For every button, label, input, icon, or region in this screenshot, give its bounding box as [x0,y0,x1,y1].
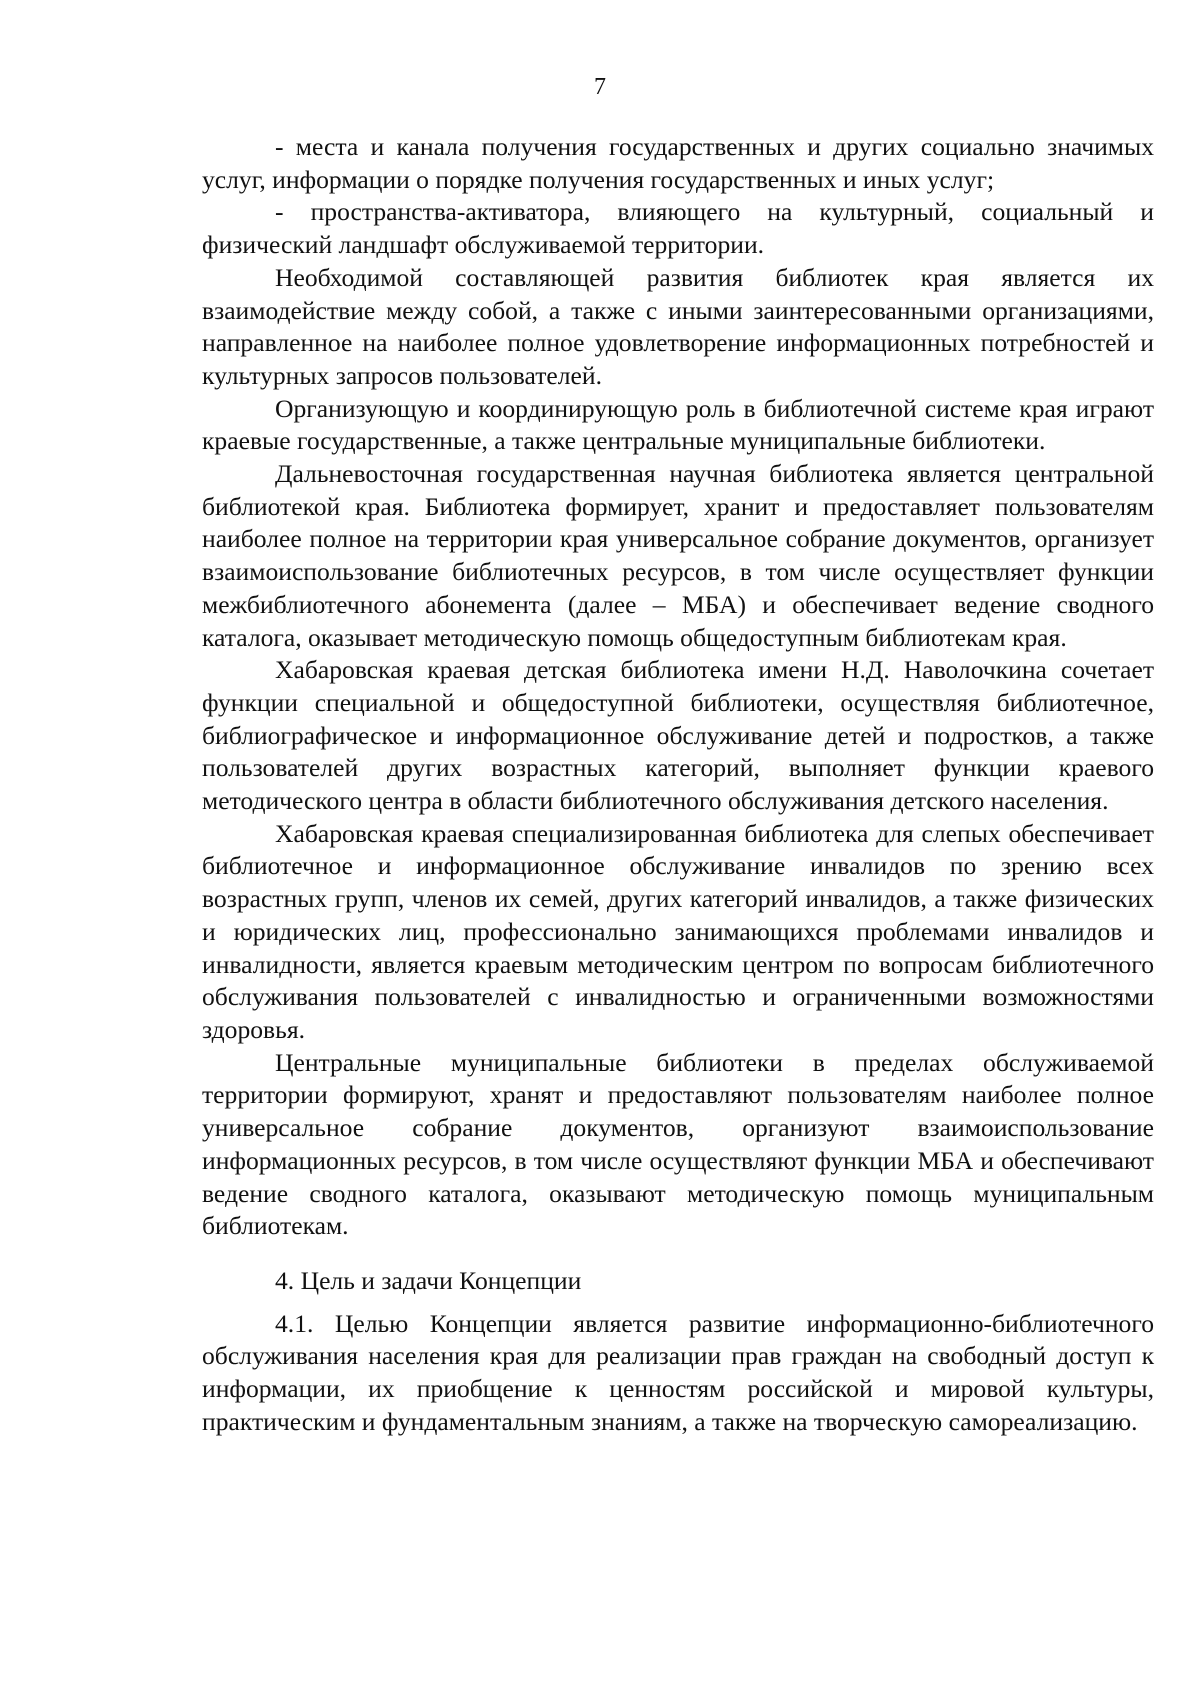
paragraph-library-interaction: Необходимой составляющей развития библиотек края является их взаимодействие между собой, а также с иными заинтересованными организациями, направленное на наиболее полное удовлетворение информационных потребностей и культурных запросов пользователей. [202,262,1154,390]
paragraph-concept-goal: 4.1. Целью Концепции является развитие информационно-библиотечного обслуживания населения края для реализации прав граждан на свободный доступ к информации, их приобщение к ценностям российской и мировой культуры, практическим и фундаментальным знаниям, а также на творческую самореализацию. [202,1308,1154,1436]
paragraph-children-library: Хабаровская краевая детская библиотека имени Н.Д. Наволочкина сочетает функции специальной и общедоступной библиотеки, осуществляя библиотечное, библиографическое и информационное обслуживание детей и подростков, а также пользователей других возрастных категорий, выполняет функции краевого методического центра в области библиотечного обслуживания детского населения. [202,655,1154,816]
page-number: 7 [594,74,606,100]
paragraph-far-eastern-library: Дальневосточная государственная научная библиотека является центральной библиотекой края. Библиотека формирует, хранит и предоставляет пользователям наиболее полное на территории края универсальное собрание документов, организует взаимоиспользование библиотечных ресурсов, в том числе осуществляет функции межбиблиотечного абонемента (далее – МБА) и обеспечивает ведение сводного каталога, оказывает методическую помощь общедоступным библиотекам края. [202,459,1154,652]
document-body [202,131,1154,1438]
paragraph-library-for-blind: Хабаровская краевая специализированная библиотека для слепых обеспечивает библиотечное и информационное обслуживание инвалидов по зрению всех возрастных групп, членов их семей, других категорий инвалидов, а также физических и юридических лиц, профессионально занимающихся проблемами инвалидов и инвалидности, является краевым методическим центром по вопросам библиотечного обслуживания пользователей с инвалидностью и ограниченными возможностями здоровья. [202,818,1154,1044]
section-heading: 4. Цель и задачи Концепции [275,1265,582,1295]
paragraph-bullet-service-channel: - места и канала получения государственных и других социально значимых услуг, информации о порядке получения государственных и иных услуг; [202,132,1154,194]
paragraph-bullet-activator-space: - пространства-активатора, влияющего на культурный, социальный и физический ландшафт обслуживаемой территории. [202,197,1154,260]
paragraph-coordinating-role: Организующую и координирующую роль в библиотечной системе края играют краевые государственные, а также центральные муниципальные библиотеки. [202,393,1154,456]
paragraph-municipal-libraries: Центральные муниципальные библиотеки в пределах обслуживаемой территории формируют, хранят и предоставляют пользователям наиболее полное универсальное собрание документов, организуют взаимоиспользование информационных ресурсов, в том числе осуществляют функции МБА и обеспечивают ведение сводного каталога, оказывают методическую помощь муниципальным библиотекам. [202,1047,1154,1241]
